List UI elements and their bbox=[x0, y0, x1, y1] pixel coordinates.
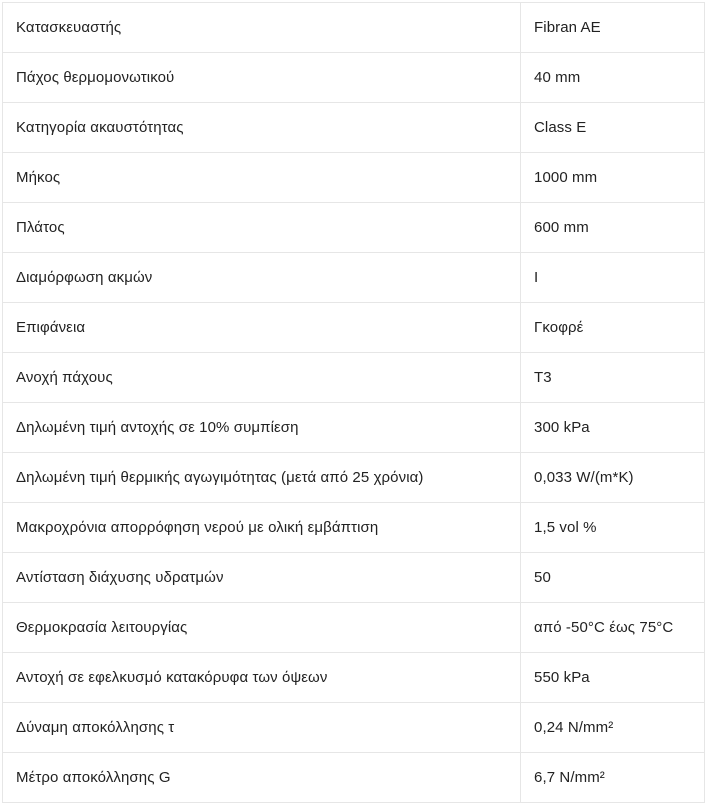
table-row bbox=[3, 153, 705, 203]
table-row bbox=[3, 403, 705, 453]
spec-label: Αντίσταση διάχυσης υδρατμών bbox=[3, 553, 521, 603]
table-row bbox=[3, 453, 705, 503]
spec-label: Διαμόρφωση ακμών bbox=[3, 253, 521, 303]
table-row bbox=[3, 603, 705, 653]
table-row bbox=[3, 203, 705, 253]
spec-value: 300 kPa bbox=[521, 403, 705, 453]
spec-label: Θερμοκρασία λειτουργίας bbox=[3, 603, 521, 653]
spec-label: Μακροχρόνια απορρόφηση νερού με ολική εμβάπτιση bbox=[3, 503, 521, 553]
table-row bbox=[3, 103, 705, 153]
spec-label: Πλάτος bbox=[3, 203, 521, 253]
spec-value: από -50°C έως 75°C bbox=[521, 603, 705, 653]
spec-value: 6,7 N/mm² bbox=[521, 753, 705, 803]
spec-value: 50 bbox=[521, 553, 705, 603]
table-row bbox=[3, 53, 705, 103]
spec-label: Μήκος bbox=[3, 153, 521, 203]
spec-label: Δηλωμένη τιμή αντοχής σε 10% συμπίεση bbox=[3, 403, 521, 453]
spec-value: 1,5 vol % bbox=[521, 503, 705, 553]
table-row bbox=[3, 353, 705, 403]
spec-value: Class E bbox=[521, 103, 705, 153]
spec-value: I bbox=[521, 253, 705, 303]
spec-value: 1000 mm bbox=[521, 153, 705, 203]
table-row bbox=[3, 253, 705, 303]
spec-value: Γκοφρέ bbox=[521, 303, 705, 353]
spec-label: Αντοχή σε εφελκυσμό κατακόρυφα των όψεων bbox=[3, 653, 521, 703]
spec-label: Πάχος θερμομονωτικού bbox=[3, 53, 521, 103]
spec-value: T3 bbox=[521, 353, 705, 403]
table-row bbox=[3, 503, 705, 553]
table-row bbox=[3, 703, 705, 753]
product-specifications-table bbox=[2, 2, 705, 803]
spec-value: 550 kPa bbox=[521, 653, 705, 703]
spec-label: Κατηγορία ακαυστότητας bbox=[3, 103, 521, 153]
spec-value: 40 mm bbox=[521, 53, 705, 103]
table-row bbox=[3, 3, 705, 53]
table-row bbox=[3, 303, 705, 353]
spec-value: 0,24 N/mm² bbox=[521, 703, 705, 753]
table-row bbox=[3, 553, 705, 603]
spec-value: 600 mm bbox=[521, 203, 705, 253]
spec-label: Δηλωμένη τιμή θερμικής αγωγιμότητας (μετά από 25 χρόνια) bbox=[3, 453, 521, 503]
spec-table-body bbox=[3, 3, 705, 803]
table-row bbox=[3, 753, 705, 803]
spec-value: Fibran AE bbox=[521, 3, 705, 53]
spec-value: 0,033 W/(m*K) bbox=[521, 453, 705, 503]
spec-label: Ανοχή πάχους bbox=[3, 353, 521, 403]
spec-label: Κατασκευαστής bbox=[3, 3, 521, 53]
spec-label: Δύναμη αποκόλλησης τ bbox=[3, 703, 521, 753]
spec-label: Μέτρο αποκόλλησης G bbox=[3, 753, 521, 803]
table-row bbox=[3, 653, 705, 703]
spec-label: Επιφάνεια bbox=[3, 303, 521, 353]
